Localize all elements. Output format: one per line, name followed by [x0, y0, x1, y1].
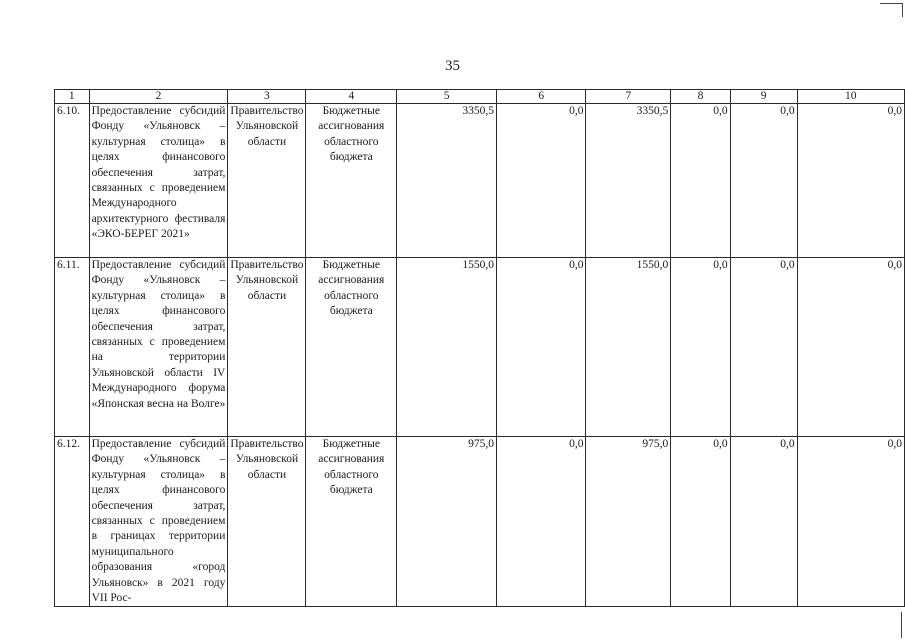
- budget-table: [54, 89, 905, 607]
- row-number: 6.10.: [55, 104, 90, 258]
- value-col-7: 975,0: [586, 437, 671, 607]
- row-number: 6.12.: [55, 437, 90, 607]
- row-responsible: Правительство Ульяновской области: [228, 104, 306, 258]
- value-col-8: 0,0: [671, 258, 730, 437]
- column-header: 3: [228, 90, 306, 104]
- row-source: Бюджетные ассигнования областного бюджета: [306, 104, 397, 258]
- row-source: Бюджетные ассигнования областного бюджета: [306, 437, 397, 607]
- value-col-7: 3350,5: [586, 104, 671, 258]
- page-number: 35: [445, 58, 460, 74]
- row-description: Предоставление субсидий Фонду «Ульяновск – культурная столица» в целях финансового обеспечения затрат, связанных с проведением в границах территории муниципального образования «город Ульяновск» в 2021 году VII Рос-: [89, 437, 228, 607]
- column-header: 2: [89, 90, 228, 104]
- column-header: 6: [497, 90, 586, 104]
- table-row: [55, 437, 905, 607]
- header-row: [55, 90, 905, 104]
- value-col-5: 975,0: [397, 437, 497, 607]
- scan-edge-mark: [902, 3, 903, 17]
- value-col-5: 3350,5: [397, 104, 497, 258]
- column-header: 10: [797, 90, 904, 104]
- scan-edge-mark: [901, 612, 902, 638]
- column-header: 4: [306, 90, 397, 104]
- value-col-7: 1550,0: [586, 258, 671, 437]
- table-row: [55, 104, 905, 258]
- value-col-10: 0,0: [797, 258, 904, 437]
- value-col-6: 0,0: [497, 104, 586, 258]
- column-header: 7: [586, 90, 671, 104]
- row-responsible: Правительство Ульяновской области: [228, 258, 306, 437]
- column-header: 9: [730, 90, 797, 104]
- column-header: 8: [671, 90, 730, 104]
- value-col-8: 0,0: [671, 104, 730, 258]
- value-col-9: 0,0: [730, 437, 797, 607]
- row-responsible: Правительство Ульяновской области: [228, 437, 306, 607]
- value-col-6: 0,0: [497, 437, 586, 607]
- value-col-10: 0,0: [797, 437, 904, 607]
- scan-edge-mark: [880, 3, 902, 4]
- table-row: [55, 258, 905, 437]
- row-description: Предоставление субсидий Фонду «Ульяновск – культурная столица» в целях финансового обеспечения затрат, связанных с проведением на территории Ульяновской области IV Международного форума «Японская весна на Волге»: [89, 258, 228, 437]
- value-col-5: 1550,0: [397, 258, 497, 437]
- column-header: 1: [55, 90, 90, 104]
- value-col-9: 0,0: [730, 104, 797, 258]
- row-number: 6.11.: [55, 258, 90, 437]
- row-source: Бюджетные ассигнования областного бюджета: [306, 258, 397, 437]
- value-col-9: 0,0: [730, 258, 797, 437]
- value-col-6: 0,0: [497, 258, 586, 437]
- row-description: Предоставление субсидий Фонду «Ульяновск – культурная столица» в целях финансового обеспечения затрат, связанных с проведением Международного архитектурного фестиваля «ЭКО-БЕРЕГ 2021»: [89, 104, 228, 258]
- value-col-10: 0,0: [797, 104, 904, 258]
- column-header: 5: [397, 90, 497, 104]
- value-col-8: 0,0: [671, 437, 730, 607]
